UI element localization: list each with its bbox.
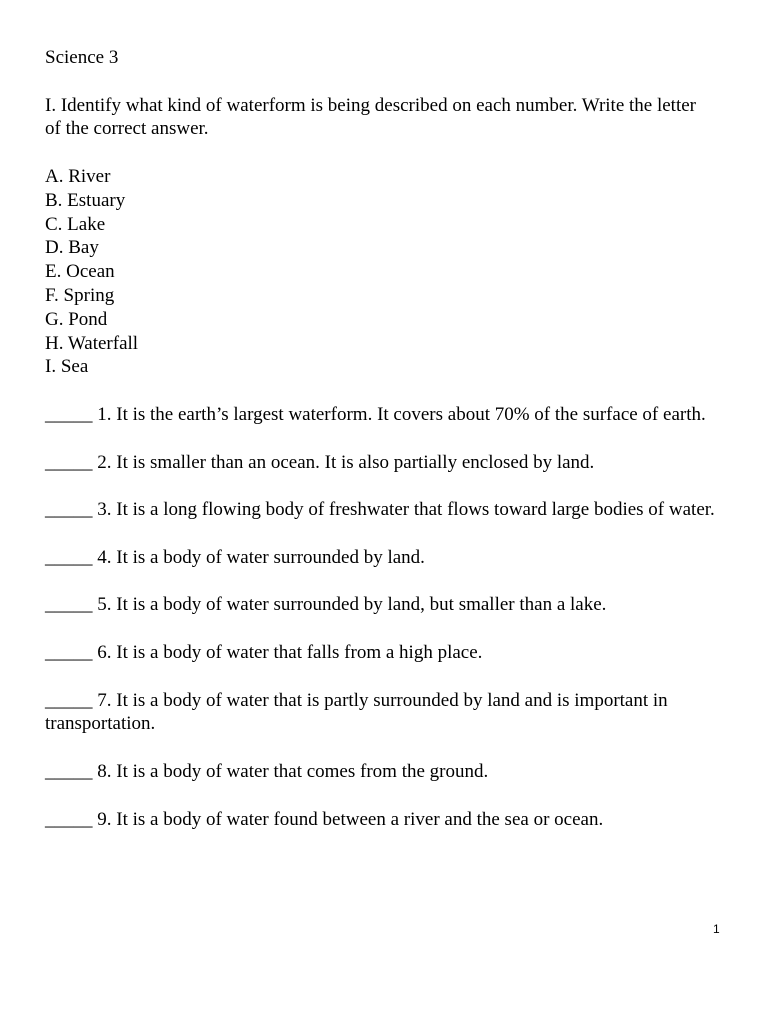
spacer (45, 474, 715, 498)
instructions: I. Identify what kind of waterform is being described on each number. Write the letter of the correct answer. (45, 94, 697, 140)
subject-title: Science 3 (45, 47, 119, 68)
question-text: 6. It is a body of water that falls from a high place. (97, 641, 483, 663)
question-5 (45, 593, 715, 617)
answer-blank[interactable]: _____ (45, 403, 93, 425)
answer-blank[interactable]: _____ (45, 499, 93, 521)
answer-blank[interactable]: _____ (45, 546, 93, 568)
question-3 (45, 498, 715, 522)
question-text: 2. It is smaller than an ocean. It is also partially enclosed by land. (97, 451, 595, 473)
page-number: 1 (713, 922, 720, 936)
choice-d: D. Bay (45, 237, 99, 259)
answer-blank[interactable]: _____ (45, 689, 93, 711)
question-text: 9. It is a body of water found between a river and the sea or ocean. (97, 808, 604, 830)
choice-a: A. River (45, 165, 111, 187)
answer-blank[interactable]: _____ (45, 594, 93, 616)
question-6 (45, 641, 715, 665)
choice-h: H. Waterfall (45, 332, 139, 354)
spacer (45, 522, 715, 546)
question-2 (45, 451, 715, 475)
spacer (45, 70, 715, 94)
question-7 (45, 689, 715, 737)
spacer (45, 379, 715, 403)
spacer (45, 784, 715, 808)
question-9 (45, 808, 715, 832)
answer-blank[interactable]: _____ (45, 760, 93, 782)
question-4 (45, 546, 715, 570)
choice-c: C. Lake (45, 213, 106, 235)
choice-i: I. Sea (45, 356, 89, 378)
question-text: 4. It is a body of water surrounded by land. (97, 546, 425, 568)
worksheet-page (45, 46, 715, 831)
spacer (45, 665, 715, 689)
choice-g: G. Pond (45, 308, 108, 330)
question-text: 7. It is a body of water that is partly surrounded by land and is important in transportation. (45, 689, 668, 735)
choice-b: B. Estuary (45, 189, 126, 211)
answer-choices (45, 165, 715, 379)
question-text: 5. It is a body of water surrounded by land, but smaller than a lake. (97, 594, 607, 616)
question-text: 8. It is a body of water that comes from the ground. (97, 760, 489, 782)
choice-e: E. Ocean (45, 261, 115, 283)
question-text: 3. It is a long flowing body of freshwater that flows toward large bodies of water. (97, 499, 715, 521)
spacer (45, 617, 715, 641)
question-1 (45, 403, 715, 427)
choice-f: F. Spring (45, 284, 115, 306)
answer-blank[interactable]: _____ (45, 641, 93, 663)
question-text: 1. It is the earth’s largest waterform. It covers about 70% of the surface of earth. (97, 403, 706, 425)
spacer (45, 570, 715, 594)
answer-blank[interactable]: _____ (45, 451, 93, 473)
spacer (45, 736, 715, 760)
question-8 (45, 760, 715, 784)
answer-blank[interactable]: _____ (45, 808, 93, 830)
spacer (45, 427, 715, 451)
spacer (45, 141, 715, 165)
